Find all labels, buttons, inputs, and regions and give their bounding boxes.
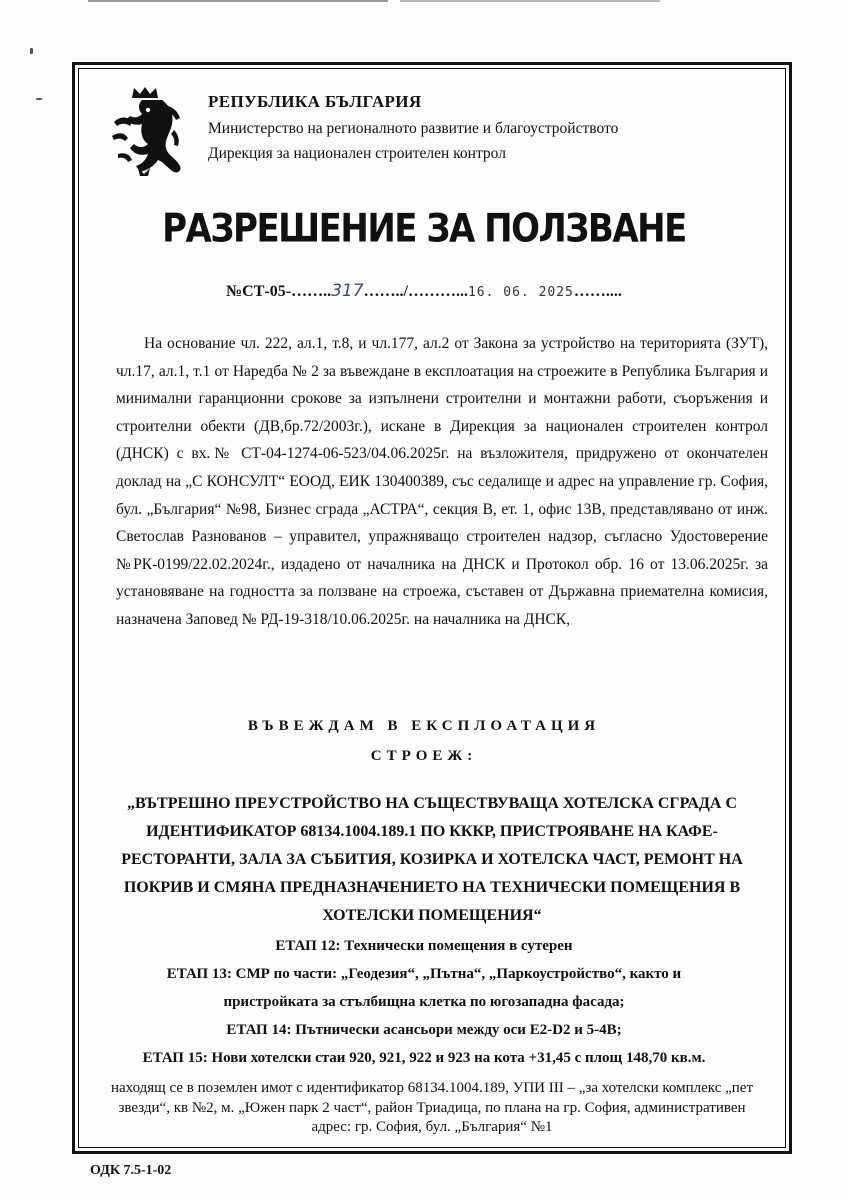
form-code: ОДК 7.5-1-02	[90, 1163, 172, 1178]
decree-heading: ВЪВЕЖДАМ В ЕКСПЛОАТАЦИЯ	[247, 718, 601, 734]
dotted-fill: ……../………...	[363, 283, 468, 300]
number-prefix: №СТ-05-	[226, 283, 292, 300]
dotted-fill: ……....	[573, 283, 622, 300]
dotted-fill: ……..	[291, 283, 332, 300]
property-location: находящ се в поземлен имот с идентификатор 68134.1004.189, УПИ III – „за хотелски комплекс „пет звезди“, кв №2, м. „Южен парк 2 част“, район Триадица, по плана на гр. София, административен адрес: гр. София, бул. „България“ №1	[110, 1080, 754, 1135]
stage-item: ЕТАП 13: СМР по части: „Геодезия“, „Пътна“, „Паркоустройство“, както и	[166, 966, 682, 982]
ministry-name: Министерство на регионалното развитие и благоустройството	[208, 120, 619, 137]
stage-item: ЕТАП 12: Технически помещения в сутерен	[275, 938, 573, 954]
legal-basis-paragraph: На основание чл. 222, ал.1, т.8, и чл.177, ал.2 от Закона за устройство на територията (ЗУТ), чл.17, ал.1, т.1 от Наредба № 2 за въвеждане в експлоатация на строежите в Република България и минимални гаранционни срокове за изпълнени строителни и монтажни работи, съоръжения и строителни обекти (ДВ,бр.72/2003г.), искане в Дирекция за национален строителен контрол (ДНСК) с вх.№ СТ-04-1274-06-523/04.06.2025г. на възложителя, придружено от окончателен доклад на „С КОНСУЛТ“ ЕООД, ЕИК 130400389, със седалище и адрес на управление гр. София, бул. „България“ №98, Бизнес сграда „АСТРА“, секция В, ет. 1, офис 13В, представлявано от инж. Светослав Разнованов – управител, упражняващо строителен надзор, съгласно Удостоверение №РК-0199/22.02.2024г., издадено от началника на ДНСК и Протокол обр. 16 от 13.06.2025г. за установяване на годността за ползване на строежа, съставен от Държавна приемателна комисия, назначена Заповед № РД-19-318/10.06.2025г. на началника на ДНСК,	[116, 335, 768, 628]
stage-item: пристройката за стълбищна клетка по югозападна фасада;	[223, 994, 625, 1010]
directorate-name: Дирекция за национален строителен контрол	[208, 145, 506, 162]
date-stamp: 16. 06. 2025	[467, 285, 574, 300]
bulgarian-lion-crest-icon	[104, 84, 188, 178]
project-name: „ВЪТРЕШНО ПРЕУСТРОЙСТВО НА СЪЩЕСТВУВАЩА ХОТЕЛСКА СГРАДА С ИДЕНТИФИКАТОР 68134.1004.189.1 ПО КККР, ПРИСТРОЯВАНЕ НА КАФЕ-РЕСТОРАНТИ, ЗАЛА ЗА СЪБИТИЯ, КОЗИРКА И ХОТЕЛСКА ЧАСТ, РЕМОНТ НА ПОКРИВ И СМЯНА ПРЕДНАЗНАЧЕНИЕТО НА ТЕХНИЧЕСКИ ПОМЕЩЕНИЯ В ХОТЕЛСКИ ПОМЕЩЕНИЯ“	[121, 795, 743, 924]
stage-item: ЕТАП 14: Пътнически асансьори между оси Е2-D2 и 5-4В;	[226, 1022, 622, 1038]
document-title: РАЗРЕШЕНИЕ ЗА ПОЛЗВАНЕ	[162, 206, 686, 252]
scan-edge-mark	[88, 0, 388, 2]
scan-speck	[36, 98, 42, 100]
construction-label: СТРОЕЖ:	[370, 748, 478, 764]
document-number-line	[0, 281, 848, 301]
country-name: РЕПУБЛИКА БЪЛГАРИЯ	[208, 92, 422, 111]
stage-item: ЕТАП 15: Нови хотелски стаи 920, 921, 922 и 923 на кота +31,45 с площ 148,70 кв.м.	[142, 1050, 706, 1066]
scan-speck	[30, 48, 33, 54]
handwritten-number: 317	[331, 281, 364, 301]
scan-edge-mark	[400, 0, 660, 2]
